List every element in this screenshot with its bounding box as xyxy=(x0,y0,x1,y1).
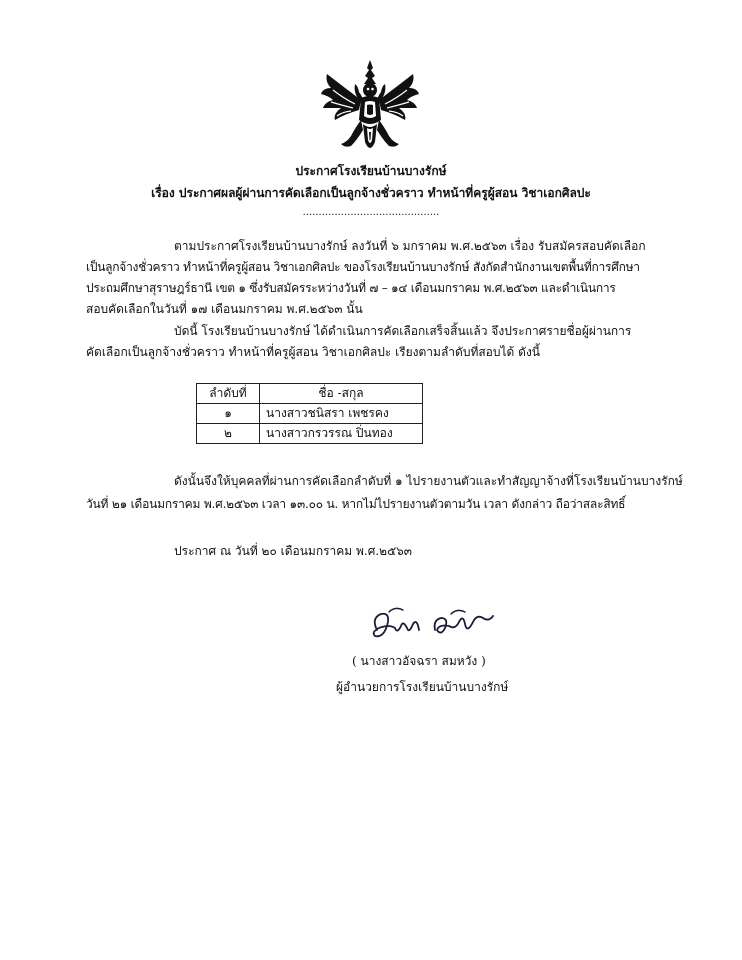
para1-line1: ตามประกาศโรงเรียนบ้านบางรักษ์ ลงวันที่ ๖ มกราคม พ.ศ.๒๕๖๓ เรื่อง รับสมัครสอบคัดเลือก xyxy=(174,239,646,253)
para2-line2: คัดเลือกเป็นลูกจ้างชั่วคราว ทำหน้าที่ครูผู้สอน วิชาเอกศิลปะ เรียงตามลำดับที่สอบได้ ดังนี้ xyxy=(86,345,541,359)
para3-line1: ดังนั้นจึงให้บุคคลที่ผ่านการคัดเลือกลำดับที่ ๑ ไปรายงานตัวและทำสัญญาจ้างที่โรงเรียนบ้านบางรักษ์ xyxy=(174,474,683,488)
para2-line1: บัดนี้ โรงเรียนบ้านบางรักษ์ ได้ดำเนินการคัดเลือกเสร็จสิ้นแล้ว จึงประกาศรายชื่อผู้ผ่านการ xyxy=(174,324,632,338)
row-name: นางสาวชนิสรา เพชรคง xyxy=(260,404,423,424)
row-rank: ๒ xyxy=(197,424,260,444)
dotted-divider: ........................................... xyxy=(302,207,440,218)
row-rank: ๑ xyxy=(197,404,260,424)
announcement-title: ประกาศโรงเรียนบ้านบางรักษ์ xyxy=(295,164,447,178)
announce-date: ประกาศ ณ วันที่ ๒๐ เดือนมกราคม พ.ศ.๒๕๖๓ xyxy=(174,544,412,558)
row-name: นางสาวกรวรรณ ปิ่นทอง xyxy=(260,424,423,444)
announcement-subject: เรื่อง ประกาศผลผู้ผ่านการคัดเลือกเป็นลูกจ้างชั่วคราว ทำหน้าที่ครูผู้สอน วิชาเอกศิลปะ xyxy=(151,186,591,200)
para1-line2: เป็นลูกจ้างชั่วคราว ทำหน้าที่ครูผู้สอน วิชาเอกศิลปะ ของโรงเรียนบ้านบางรักษ์ สังกัดสำนักงานเขตพื้นที่การศึกษา xyxy=(86,260,640,274)
para1-line3: ประถมศึกษาสุราษฎร์ธานี เขต ๑ ซึ่งรับสมัครระหว่างวันที่ ๗ – ๑๔ เดือนมกราคม พ.ศ.๒๕๖๓ และดำเนินการ xyxy=(86,281,616,295)
table-row xyxy=(197,424,423,444)
signer-name: ( นางสาวอัจฉรา สมหวัง ) xyxy=(352,654,486,668)
garuda-emblem xyxy=(315,58,425,158)
table-row xyxy=(197,404,423,424)
table-header-row xyxy=(197,384,423,404)
signer-position: ผู้อำนวยการโรงเรียนบ้านบางรักษ์ xyxy=(336,680,509,694)
header-rank: ลำดับที่ xyxy=(197,384,260,404)
handwritten-signature xyxy=(365,600,505,650)
results-table xyxy=(196,383,423,444)
para1-line4: สอบคัดเลือกในวันที่ ๑๗ เดือนมกราคม พ.ศ.๒๕๖๓ นั้น xyxy=(86,302,363,316)
para3-line2: วันที่ ๒๑ เดือนมกราคม พ.ศ.๒๕๖๓ เวลา ๑๓.๐๐ น. หากไม่ไปรายงานตัวตามวัน เวลา ดังกล่าว ถือว่าสละสิทธิ์ xyxy=(86,497,626,511)
header-name: ชื่อ -สกุล xyxy=(260,384,423,404)
